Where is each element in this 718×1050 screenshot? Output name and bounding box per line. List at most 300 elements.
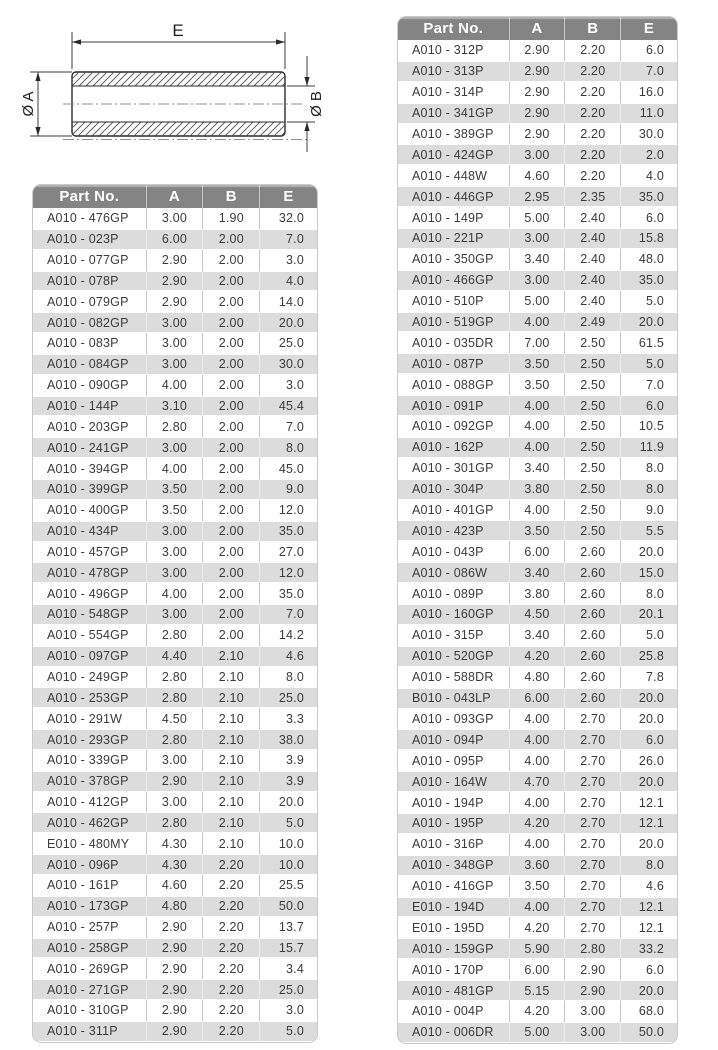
part-no-cell: A010 - 253GP <box>33 687 147 708</box>
table-row <box>33 542 317 563</box>
dim-a-cell: 4.00 <box>510 500 566 521</box>
table-row <box>33 896 317 917</box>
part-no-cell: A010 - 004P <box>398 1001 510 1022</box>
dim-a-cell: 3.00 <box>147 792 204 813</box>
dim-e-cell: 10.5 <box>638 419 664 434</box>
table-row <box>33 729 317 750</box>
dim-a-cell: 4.00 <box>147 458 204 479</box>
arrowhead-left-icon <box>72 39 81 44</box>
part-no-cell: A010 - 078P <box>33 271 147 292</box>
dim-a-cell: 3.50 <box>510 353 566 374</box>
dim-a-cell: 3.50 <box>510 520 566 541</box>
dim-e-cell: 5.0 <box>286 815 304 830</box>
dim-b-cell: 2.20 <box>565 40 621 61</box>
dim-b-cell: 2.20 <box>565 165 621 186</box>
table-row <box>398 437 677 458</box>
table-row <box>398 479 677 500</box>
dim-e-cell: 6.0 <box>646 732 664 747</box>
table-row <box>33 812 317 833</box>
part-no-cell: A010 - 083P <box>33 333 147 354</box>
dim-e-cell: 3.9 <box>286 774 304 789</box>
table-header <box>33 185 317 208</box>
dim-e-cell: 61.5 <box>638 335 664 350</box>
arrowhead-up-icon <box>35 72 40 81</box>
dim-a-cell: 4.00 <box>147 583 204 604</box>
table-row <box>33 646 317 667</box>
dim-a-cell: 3.50 <box>510 876 566 897</box>
table-body <box>398 40 677 1043</box>
table-row <box>33 291 317 312</box>
dim-b-cell: 2.20 <box>203 917 260 938</box>
dim-e-cell: 14.2 <box>278 628 304 643</box>
dim-a-cell: 3.50 <box>510 374 566 395</box>
dim-e-cell: 20.0 <box>638 315 664 330</box>
dim-b-cell: 3.00 <box>565 1022 621 1043</box>
dim-e-cell: 9.0 <box>646 503 664 518</box>
table-row <box>33 354 317 375</box>
dim-b-cell: 2.60 <box>565 688 621 709</box>
dim-e-cell: 12.1 <box>638 920 664 935</box>
dim-b-cell: 2.60 <box>565 562 621 583</box>
part-no-cell: A010 - 412GP <box>33 792 147 813</box>
table-row <box>398 688 677 709</box>
dim-e-cell: 4.6 <box>286 649 304 664</box>
table-row <box>33 375 317 396</box>
part-no-cell: A010 - 301GP <box>398 458 510 479</box>
part-no-cell: A010 - 096P <box>33 854 147 875</box>
header-cell: E <box>643 20 655 37</box>
part-no-cell: A010 - 399GP <box>33 479 147 500</box>
dim-b-cell: 2.00 <box>203 542 260 563</box>
table-row <box>398 667 677 688</box>
table-row <box>398 458 677 479</box>
part-no-cell: B010 - 043LP <box>398 688 510 709</box>
dim-e-cell: 6.0 <box>646 962 664 977</box>
dim-e-cell: 25.0 <box>278 982 304 997</box>
table-row <box>398 834 677 855</box>
part-no-cell: A010 - 091P <box>398 395 510 416</box>
table-row <box>398 61 677 82</box>
dim-e-cell: 50.0 <box>278 899 304 914</box>
dim-a-cell: 4.50 <box>510 604 566 625</box>
part-no-cell: A010 - 089P <box>398 583 510 604</box>
table-row <box>398 625 677 646</box>
dim-b-cell: 2.49 <box>565 312 621 333</box>
table-row <box>33 792 317 813</box>
dim-a-cell: 4.80 <box>510 667 566 688</box>
dim-a-cell: 4.30 <box>147 854 204 875</box>
dim-b-cell: 2.00 <box>203 396 260 417</box>
dim-b-cell: 2.20 <box>203 958 260 979</box>
arrowhead-down-icon <box>35 127 40 136</box>
dim-a-cell: 2.80 <box>147 667 204 688</box>
part-no-cell: A010 - 496GP <box>33 583 147 604</box>
table-row <box>33 938 317 959</box>
table-row <box>398 395 677 416</box>
dim-e-cell: 3.0 <box>286 1003 304 1018</box>
dim-b-cell: 2.00 <box>203 229 260 250</box>
dim-b-cell: 2.60 <box>565 583 621 604</box>
dim-e-cell: 5.0 <box>646 628 664 643</box>
dim-e-cell: 25.0 <box>278 690 304 705</box>
dim-e-cell: 45.0 <box>278 461 304 476</box>
dim-b-cell: 2.70 <box>565 834 621 855</box>
table-row <box>398 207 677 228</box>
dim-a-cell: 5.90 <box>510 938 566 959</box>
part-no-cell: A010 - 269GP <box>33 958 147 979</box>
part-no-cell: A010 - 394GP <box>33 458 147 479</box>
dim-a-cell: 3.00 <box>147 521 204 542</box>
dim-b-cell: 2.40 <box>565 228 621 249</box>
dim-b-cell: 2.00 <box>203 354 260 375</box>
table-row <box>398 186 677 207</box>
dim-a-cell: 4.40 <box>147 646 204 667</box>
dim-a-cell: 4.20 <box>510 646 566 667</box>
part-no-cell: A010 - 313P <box>398 61 510 82</box>
dim-b-cell: 2.00 <box>203 312 260 333</box>
dim-a-cell: 4.00 <box>147 375 204 396</box>
part-no-cell: A010 - 035DR <box>398 332 510 353</box>
table-header <box>398 17 677 40</box>
table-row <box>398 374 677 395</box>
table-row <box>398 312 677 333</box>
dim-a-cell: 6.00 <box>510 688 566 709</box>
dim-a-cell: 2.80 <box>147 625 204 646</box>
table-row <box>33 750 317 771</box>
dim-a-cell: 3.00 <box>147 354 204 375</box>
dim-e-cell: 26.0 <box>638 753 664 768</box>
table-row <box>33 312 317 333</box>
dim-b-cell: 2.50 <box>565 353 621 374</box>
table-row <box>398 646 677 667</box>
part-no-cell: A010 - 095P <box>398 750 510 771</box>
table-row <box>398 40 677 61</box>
dim-b-cell: 2.00 <box>203 479 260 500</box>
dim-a-cell: 3.50 <box>147 479 204 500</box>
dim-e-cell: 30.0 <box>278 357 304 372</box>
tube-body <box>63 72 307 140</box>
dim-b-cell: 2.70 <box>565 750 621 771</box>
dim-a-cell: 4.00 <box>510 729 566 750</box>
dim-e-cell: 25.5 <box>278 878 304 893</box>
part-no-cell: A010 - 314P <box>398 82 510 103</box>
table-row <box>398 353 677 374</box>
dim-e-cell: 16.0 <box>638 85 664 100</box>
part-no-cell: A010 - 160GP <box>398 604 510 625</box>
dim-a-cell: 3.00 <box>147 562 204 583</box>
dim-e-cell: 33.2 <box>638 941 664 956</box>
dim-a-cell: 2.90 <box>147 250 204 271</box>
dim-e-cell: 15.8 <box>638 231 664 246</box>
dim-b-cell: 2.70 <box>565 729 621 750</box>
part-no-cell: A010 - 164W <box>398 771 510 792</box>
part-no-cell: A010 - 434P <box>33 521 147 542</box>
dim-e-cell: 6.0 <box>646 210 664 225</box>
dim-a-cell: 5.00 <box>510 291 566 312</box>
dim-b-cell: 2.50 <box>565 437 621 458</box>
dim-e-cell: 5.0 <box>646 356 664 371</box>
dim-b-cell: 2.00 <box>203 271 260 292</box>
dim-b-cell: 2.20 <box>203 896 260 917</box>
dim-b-cell: 2.60 <box>565 604 621 625</box>
spacer-tube-diagram <box>20 12 345 180</box>
dim-b-cell: 2.70 <box>565 709 621 730</box>
table-row <box>398 771 677 792</box>
dim-b-cell: 2.10 <box>203 708 260 729</box>
dim-b-cell: 2.80 <box>565 938 621 959</box>
part-no-cell: A010 - 481GP <box>398 980 510 1001</box>
part-no-cell: E010 - 480MY <box>33 833 147 854</box>
part-no-cell: A010 - 588DR <box>398 667 510 688</box>
part-no-cell: A010 - 092GP <box>398 416 510 437</box>
table-row <box>33 458 317 479</box>
dim-e-cell: 12.0 <box>278 565 304 580</box>
dim-a-cell: 4.80 <box>147 896 204 917</box>
dim-e-cell: 20.0 <box>638 983 664 998</box>
part-no-cell: A010 - 457GP <box>33 542 147 563</box>
part-no-cell: A010 - 161P <box>33 875 147 896</box>
dim-a-cell: 3.00 <box>147 542 204 563</box>
dim-a-cell: 6.00 <box>510 959 566 980</box>
part-no-cell: E010 - 195D <box>398 917 510 938</box>
dim-b-cell: 2.60 <box>565 541 621 562</box>
table-row <box>398 500 677 521</box>
dim-a-cell: 3.00 <box>147 208 204 229</box>
table-row <box>33 229 317 250</box>
dim-e-cell: 50.0 <box>638 1025 664 1040</box>
dim-a-cell: 3.00 <box>147 750 204 771</box>
dim-a-cell: 2.90 <box>510 82 566 103</box>
dim-a-cell: 2.90 <box>147 958 204 979</box>
dim-e-cell: 5.0 <box>286 1024 304 1039</box>
dim-a-cell: 2.90 <box>147 271 204 292</box>
part-no-cell: A010 - 271GP <box>33 979 147 1000</box>
part-no-cell: A010 - 159GP <box>398 938 510 959</box>
part-no-cell: A010 - 478GP <box>33 562 147 583</box>
dim-e-cell: 7.8 <box>646 670 664 685</box>
part-no-cell: A010 - 424GP <box>398 144 510 165</box>
dim-e-cell: 10.0 <box>278 857 304 872</box>
dim-a-cell: 2.90 <box>510 61 566 82</box>
table-row <box>398 1022 677 1043</box>
dim-b-cell: 2.00 <box>203 583 260 604</box>
dim-e-cell: 7.0 <box>286 419 304 434</box>
table-row <box>33 521 317 542</box>
dim-e-cell: 25.8 <box>638 649 664 664</box>
header-cell: E <box>283 188 294 205</box>
dim-b-cell: 2.10 <box>203 833 260 854</box>
dim-a-cell: 2.95 <box>510 186 566 207</box>
dim-e-cell: 12.0 <box>278 503 304 518</box>
part-no-cell: A010 - 257P <box>33 917 147 938</box>
dim-a-cell: 3.00 <box>147 312 204 333</box>
part-no-cell: A010 - 084GP <box>33 354 147 375</box>
dim-a-cell: 3.40 <box>510 458 566 479</box>
table-row <box>33 437 317 458</box>
table-row <box>398 249 677 270</box>
dim-e-cell: 20.0 <box>638 837 664 852</box>
dim-b-cell: 2.50 <box>565 458 621 479</box>
table-row <box>398 938 677 959</box>
table-row <box>398 1001 677 1022</box>
part-no-cell: A010 - 082GP <box>33 312 147 333</box>
dim-a-cell: 4.00 <box>510 437 566 458</box>
dim-e-cell: 11.9 <box>639 440 664 455</box>
part-no-cell: A010 - 348GP <box>398 855 510 876</box>
table-row <box>33 271 317 292</box>
dim-e-cell: 8.0 <box>286 669 304 684</box>
dim-b-cell: 2.50 <box>565 416 621 437</box>
part-no-cell: A010 - 258GP <box>33 938 147 959</box>
dim-e-cell: 9.0 <box>286 482 304 497</box>
table-row <box>398 959 677 980</box>
dim-b-cell: 2.50 <box>565 479 621 500</box>
dim-a-cell: 5.15 <box>510 980 566 1001</box>
arrowhead-down-icon <box>304 77 309 86</box>
part-no-cell: A010 - 194P <box>398 792 510 813</box>
part-no-cell: A010 - 416GP <box>398 876 510 897</box>
table-row <box>33 771 317 792</box>
part-no-cell: A010 - 423P <box>398 520 510 541</box>
dim-b-cell: 2.70 <box>565 792 621 813</box>
dim-b-cell: 2.00 <box>203 500 260 521</box>
table-row <box>33 416 317 437</box>
dim-e-cell: 3.3 <box>286 711 304 726</box>
part-no-cell: A010 - 400GP <box>33 500 147 521</box>
part-no-cell: A010 - 519GP <box>398 312 510 333</box>
dim-b-cell: 2.20 <box>203 938 260 959</box>
table-row <box>398 291 677 312</box>
dim-a-cell: 4.00 <box>510 312 566 333</box>
dim-b-cell: 2.70 <box>565 855 621 876</box>
dim-a-cell: 4.00 <box>510 792 566 813</box>
table-row <box>33 917 317 938</box>
dim-b-cell: 2.00 <box>203 521 260 542</box>
dim-b-cell: 2.50 <box>565 332 621 353</box>
dim-a-cell: 3.10 <box>147 396 204 417</box>
part-no-cell: A010 - 079GP <box>33 291 147 312</box>
dim-e-cell: 7.0 <box>646 377 664 392</box>
part-no-cell: A010 - 311P <box>33 1021 147 1042</box>
dim-a-cell: 2.90 <box>510 124 566 145</box>
dim-a-cell: 6.00 <box>147 229 204 250</box>
dim-a-cell: 3.00 <box>147 437 204 458</box>
dim-b-cell: 2.00 <box>203 625 260 646</box>
dim-e-cell: 2.0 <box>646 147 664 162</box>
dim-a-cell: 2.90 <box>147 917 204 938</box>
table-row <box>33 958 317 979</box>
dim-e-cell: 35.0 <box>278 524 304 539</box>
dim-e-cell: 4.0 <box>646 168 664 183</box>
dim-b-cell: 2.35 <box>565 186 621 207</box>
dim-a-cell: 3.60 <box>510 855 566 876</box>
table-row <box>33 479 317 500</box>
dim-b-cell: 2.10 <box>203 750 260 771</box>
dim-e-cell: 12.1 <box>638 899 664 914</box>
dim-a-cell: 2.90 <box>147 1021 204 1042</box>
table-row <box>398 520 677 541</box>
dim-b-cell: 2.90 <box>565 980 621 1001</box>
dim-e-cell: 8.0 <box>646 482 664 497</box>
part-no-cell: A010 - 293GP <box>33 729 147 750</box>
dim-e-label: E <box>172 21 184 40</box>
part-no-cell: A010 - 162P <box>398 437 510 458</box>
dim-b-cell: 2.00 <box>203 291 260 312</box>
dim-b-cell: 2.20 <box>203 854 260 875</box>
part-drawing <box>20 12 345 180</box>
table-row <box>33 625 317 646</box>
dim-a-cell: 4.00 <box>510 750 566 771</box>
dim-e-cell: 35.0 <box>278 586 304 601</box>
dim-a-cell: 2.90 <box>147 291 204 312</box>
dim-e-cell: 13.7 <box>278 920 304 935</box>
dim-a-label: Ø A <box>20 91 37 117</box>
part-no-cell: A010 - 316P <box>398 834 510 855</box>
dim-b-cell: 2.20 <box>565 144 621 165</box>
dim-e-cell: 20.0 <box>638 774 664 789</box>
dim-a-cell: 2.90 <box>147 771 204 792</box>
dim-e-cell: 20.0 <box>278 315 304 330</box>
part-no-cell: A010 - 088GP <box>398 374 510 395</box>
table-row <box>33 667 317 688</box>
table-row <box>398 124 677 145</box>
table-row <box>33 833 317 854</box>
dim-e-cell: 12.1 <box>638 795 664 810</box>
dim-b-cell: 2.10 <box>203 687 260 708</box>
table-body <box>33 208 317 1042</box>
dim-e-cell: 8.0 <box>646 858 664 873</box>
dim-b-cell: 2.00 <box>203 375 260 396</box>
table-row <box>398 82 677 103</box>
part-no-cell: A010 - 241GP <box>33 437 147 458</box>
dim-a-cell: 4.20 <box>510 1001 566 1022</box>
dim-b-cell: 2.50 <box>565 395 621 416</box>
dim-b-cell: 2.70 <box>565 813 621 834</box>
dim-b-cell: 2.20 <box>565 103 621 124</box>
dim-b-cell: 2.20 <box>203 979 260 1000</box>
part-no-cell: A010 - 476GP <box>33 208 147 229</box>
dim-e-cell: 6.0 <box>646 398 664 413</box>
dim-b-cell: 2.50 <box>565 520 621 541</box>
dim-b-cell: 2.00 <box>203 437 260 458</box>
dim-a-cell: 3.50 <box>147 500 204 521</box>
dim-e-cell: 6.0 <box>646 43 664 58</box>
dim-b-cell: 2.00 <box>203 416 260 437</box>
dim-e-cell: 20.0 <box>638 711 664 726</box>
part-no-cell: A010 - 203GP <box>33 416 147 437</box>
dim-e-cell: 35.0 <box>638 189 664 204</box>
dim-a-cell: 4.00 <box>510 416 566 437</box>
table-row <box>398 416 677 437</box>
dim-a-cell: 2.90 <box>147 979 204 1000</box>
table-row <box>33 562 317 583</box>
dim-e-cell: 5.5 <box>646 523 664 538</box>
part-no-cell: A010 - 097GP <box>33 646 147 667</box>
dim-a-cell: 2.90 <box>147 938 204 959</box>
dim-e-cell: 4.0 <box>286 273 304 288</box>
dim-a-cell: 2.90 <box>147 1000 204 1021</box>
part-no-cell: A010 - 304P <box>398 479 510 500</box>
dim-b-cell: 2.10 <box>203 729 260 750</box>
part-no-cell: A010 - 144P <box>33 396 147 417</box>
part-no-cell: A010 - 520GP <box>398 646 510 667</box>
dim-b-cell: 2.50 <box>565 374 621 395</box>
part-no-cell: A010 - 195P <box>398 813 510 834</box>
table-row <box>33 687 317 708</box>
dim-a-cell: 4.60 <box>147 875 204 896</box>
part-no-cell: A010 - 090GP <box>33 375 147 396</box>
dim-e-cell: 35.0 <box>638 273 664 288</box>
